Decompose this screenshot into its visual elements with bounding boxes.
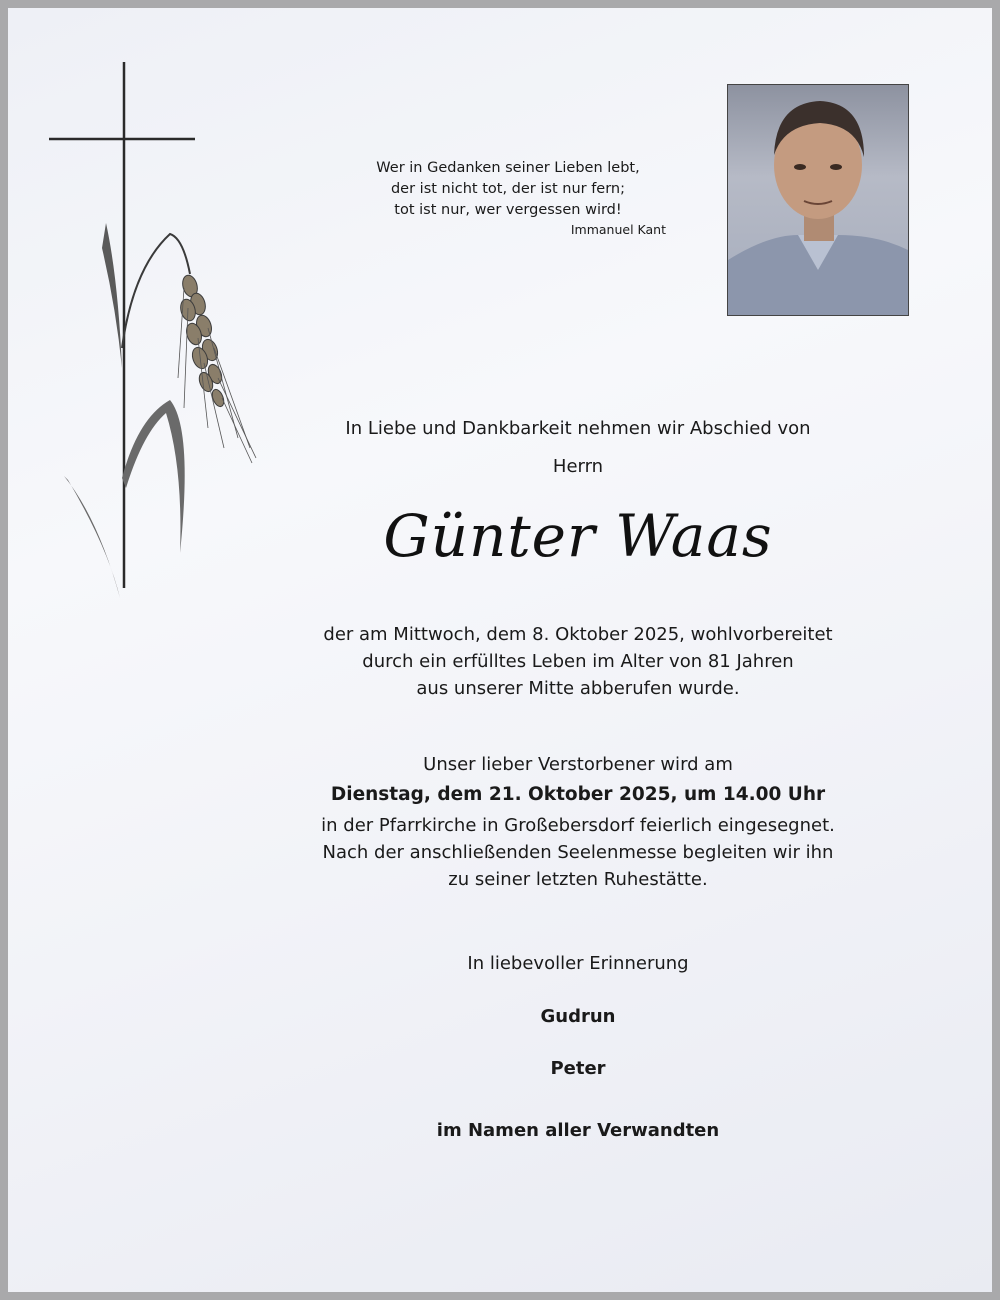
quote-author: Immanuel Kant bbox=[570, 222, 666, 237]
funeral-line: Nach der anschließenden Seelenmesse begleiten wir ihn bbox=[322, 842, 834, 863]
mourner-name: Gudrun bbox=[540, 1006, 616, 1027]
salutation: Herrn bbox=[552, 456, 604, 477]
obituary-page bbox=[8, 8, 992, 1292]
death-line: aus unserer Mitte abberufen wurde. bbox=[416, 678, 740, 699]
funeral-line: zu seiner letzten Ruhestätte. bbox=[448, 869, 708, 890]
funeral-line: in der Pfarrkirche in Großebersdorf feierlich eingesegnet. bbox=[321, 815, 835, 836]
deceased-name: Günter Waas bbox=[383, 502, 773, 570]
quote-line: der ist nicht tot, der ist nur fern; bbox=[390, 181, 626, 197]
quote-line: Wer in Gedanken seiner Lieben lebt, bbox=[376, 160, 640, 176]
funeral-date: Dienstag, dem 21. Oktober 2025, um 14.00 Uhr bbox=[330, 784, 826, 805]
funeral-intro: Unser lieber Verstorbener wird am bbox=[423, 754, 733, 775]
death-notice bbox=[278, 621, 878, 702]
portrait-photo bbox=[727, 84, 909, 316]
death-line: durch ein erfülltes Leben im Alter von 81 Jahren bbox=[362, 651, 794, 672]
farewell-intro bbox=[278, 410, 878, 486]
relatives-note: im Namen aller Verwandten bbox=[436, 1120, 720, 1141]
cross-with-wheat-icon bbox=[38, 48, 278, 608]
quote-line: tot ist nur, wer vergessen wird! bbox=[394, 202, 622, 218]
death-line: der am Mittwoch, dem 8. Oktober 2025, wohlvorbereitet bbox=[323, 624, 833, 645]
funeral-notice bbox=[278, 751, 878, 893]
intro-text: In Liebe und Dankbarkeit nehmen wir Abschied von bbox=[345, 418, 811, 439]
memorial-quote bbox=[338, 158, 678, 239]
mourner-name: Peter bbox=[550, 1058, 606, 1079]
remembrance-text: In liebevoller Erinnerung bbox=[467, 953, 689, 974]
